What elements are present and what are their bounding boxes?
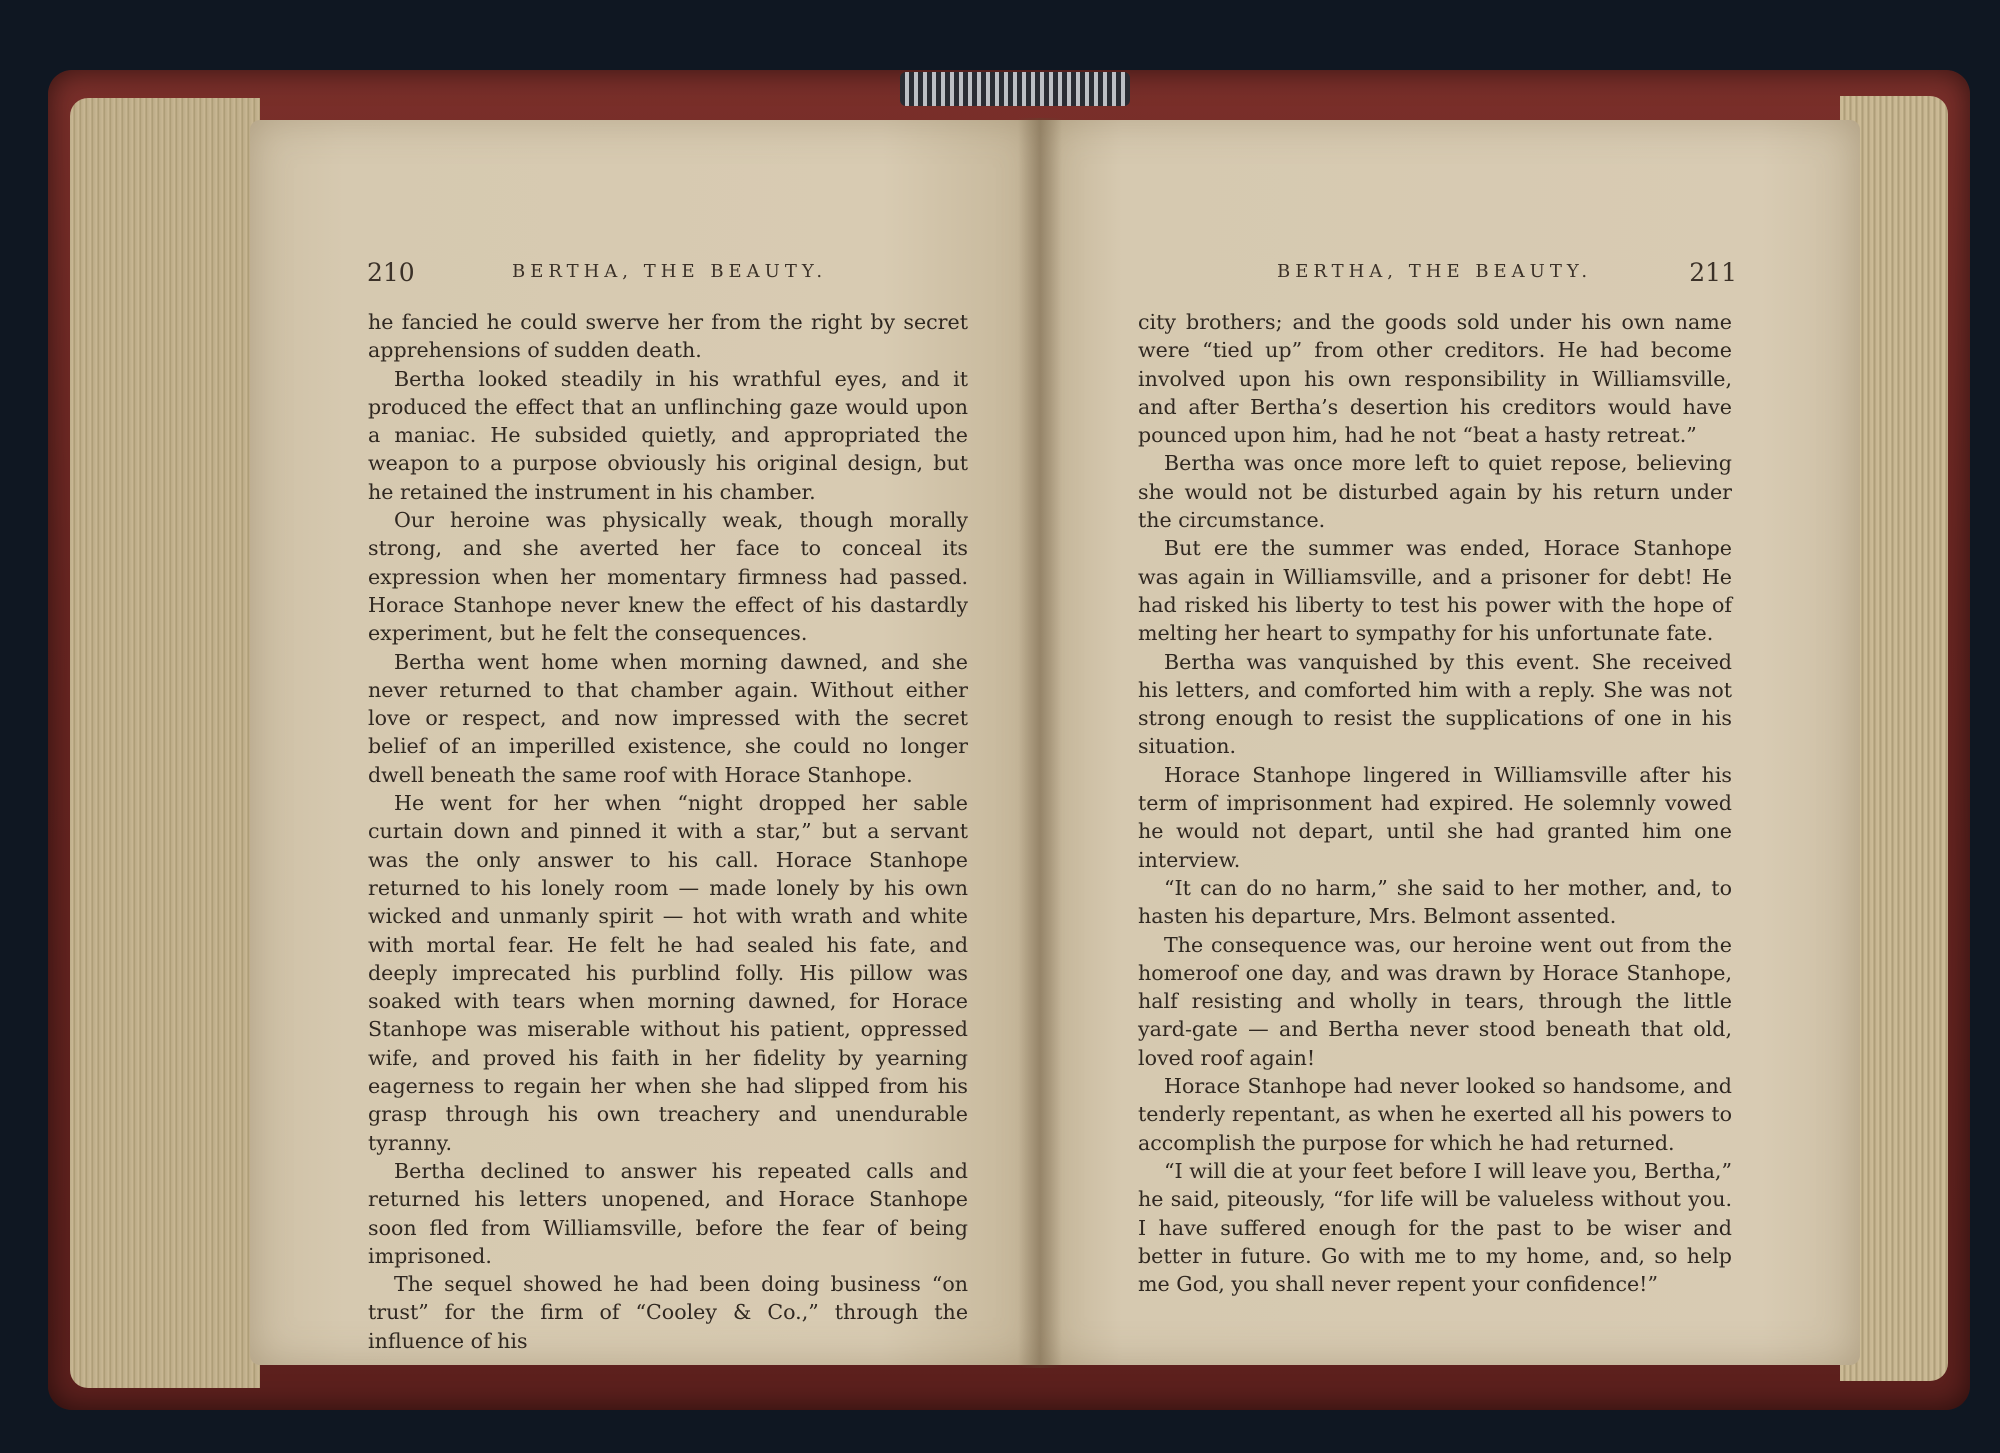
left-paragraph: Bertha went home when morning dawned, and she never returned to that chamber again. Without either love or respect, and now impressed with the secret belief of an imperilled existence, she could no longer dwell beneath the same roof with Horace Stanhope.	[368, 649, 968, 787]
right-running-head: BERTHA, THE BEAUTY.	[1277, 261, 1593, 282]
book-gutter	[1018, 118, 1062, 1368]
spine-headband	[900, 72, 1130, 106]
left-page-text	[368, 308, 968, 1355]
right-page-header	[1277, 258, 1737, 288]
left-paragraph: The sequel showed he had been doing business “on trust” for the firm of “Cooley & Co.,” through the influence of his	[368, 1272, 968, 1353]
right-paragraph: Bertha was once more left to quiet repose, believing she would not be disturbed again by his return under the circumstance.	[1138, 451, 1732, 533]
left-paragraph: Bertha declined to answer his repeated calls and returned his letters unopened, and Horace Stanhope soon fled from Williamsville, before the fear of being imprisoned.	[368, 1158, 968, 1268]
left-page-number: 210	[367, 258, 415, 287]
right-paragraph: Horace Stanhope had never looked so handsome, and tenderly repentant, as when he exerted all his powers to accomplish the purpose for which he had returned.	[1138, 1074, 1732, 1155]
right-paragraph: “It can do no harm,” she said to her mother, and, to hasten his departure, Mrs. Belmont assented.	[1138, 875, 1732, 929]
left-paragraph: He went for her when “night dropped her sable curtain down and pinned it with a star,” but a servant was the only answer to his call. Horace Stanhope returned to his lonely room — made lonely by his own wicked and unmanly spirit — hot with wrath and white with mortal fear. He felt he had sealed his fate, and deeply imprecated his purblind folly. His pillow was soaked with tears when morning dawned, for Horace Stanhope was miserable without his patient, oppressed wife, and proved his faith in her fidelity by yearning eagerness to regain her when she had slipped from his grasp through his own treachery and unendurable tyranny.	[368, 791, 968, 1155]
right-page-text	[1138, 308, 1732, 1298]
right-paragraph: But ere the summer was ended, Horace Stanhope was again in Williamsville, and a prisoner for debt! He had risked his liberty to test his power with the hope of melting her heart to sympathy for his unfortunate fate.	[1138, 536, 1732, 646]
left-paragraph: he fancied he could swerve her from the right by secret apprehensions of sudden death.	[368, 310, 968, 363]
right-paragraph: Bertha was vanquished by this event. She received his letters, and comforted him with a reply. She was not strong enough to resist the supplications of one in his situation.	[1138, 649, 1732, 759]
right-paragraph: The consequence was, our heroine went out from the homeroof one day, and was drawn by Horace Stanhope, half resisting and wholly in tears, through the little yard-gate — and Bertha never stood beneath that old, loved roof again!	[1138, 932, 1732, 1070]
right-paragraph: “I will die at your feet before I will leave you, Bertha,” he said, piteously, “for life will be valueless without you. I have suffered enough for the past to be wiser and better in future. Go with me to my home, and, so help me God, you shall never repent your confidence!”	[1138, 1158, 1732, 1297]
left-paragraph: Our heroine was physically weak, though morally strong, and she averted her face to conceal its expression when her momentary firmness had passed. Horace Stanhope never knew the effect of his dastardly experiment, but he felt the consequences.	[368, 508, 968, 646]
left-page-header	[367, 258, 967, 288]
left-running-head: BERTHA, THE BEAUTY.	[512, 261, 828, 282]
left-page-edges	[70, 98, 260, 1388]
left-paragraph: Bertha looked steadily in his wrathful eyes, and it produced the effect that an unflinching gaze would upon a maniac. He subsided quietly, and appropriated the weapon to a purpose obviously his original design, but he retained the instrument in his chamber.	[368, 366, 968, 504]
right-page-number: 211	[1689, 258, 1737, 287]
right-paragraph: Horace Stanhope lingered in Williamsville after his term of imprisonment had expired. He solemnly vowed he would not depart, until she had granted him one interview.	[1138, 762, 1732, 872]
right-paragraph: city brothers; and the goods sold under his own name were “tied up” from other creditors. He had become involved upon his own responsibility in Williamsville, and after Bertha’s desertion his creditors would have pounced upon him, had he not “beat a hasty retreat.”	[1138, 310, 1732, 448]
